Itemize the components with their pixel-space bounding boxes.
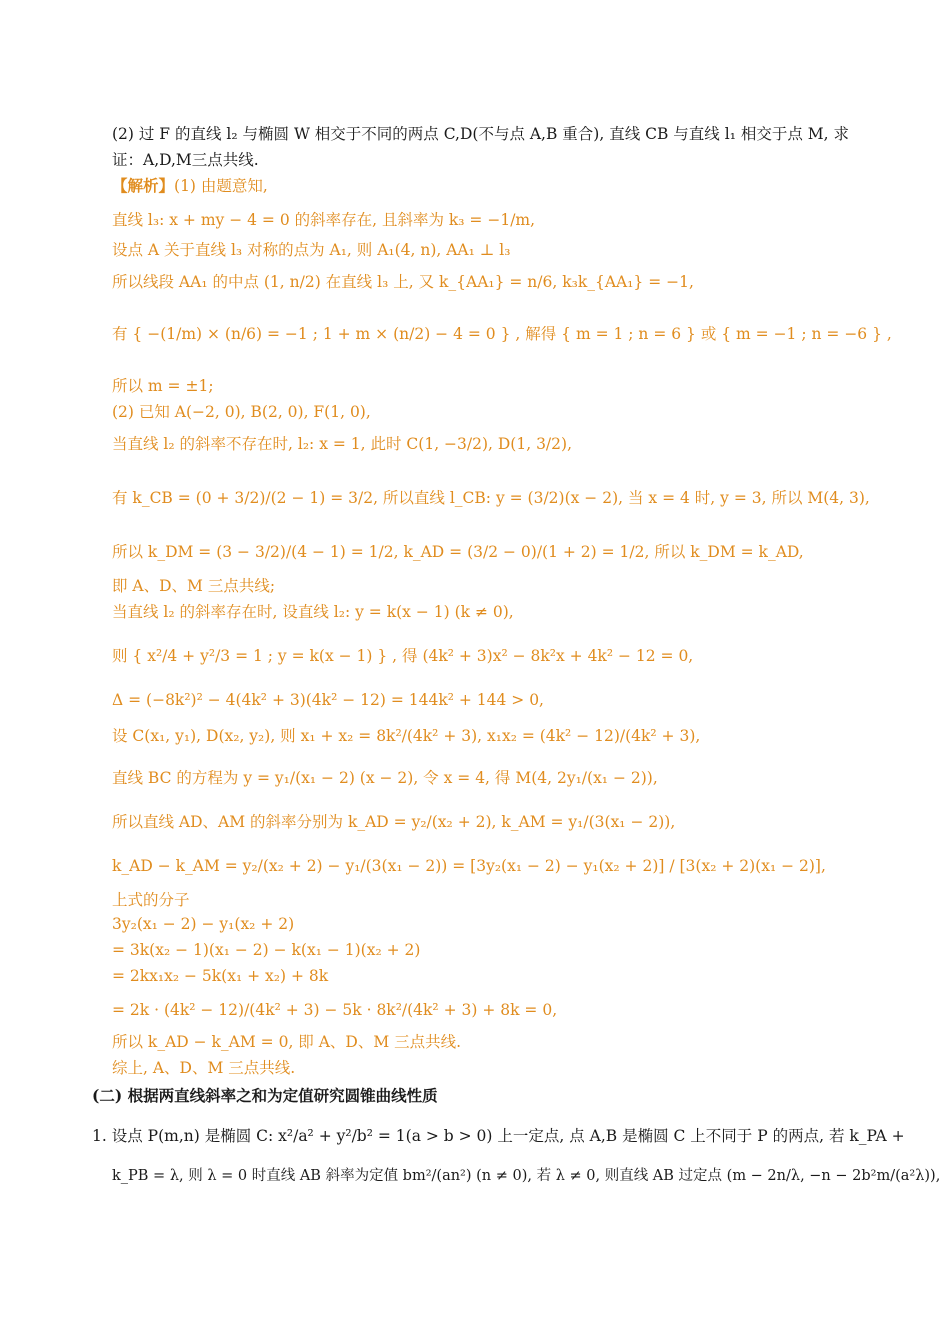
solution-line: 所以 k_AD − k_AM = 0, 即 A、D、M 三点共线. — [112, 1033, 462, 1051]
section-heading: (二) 根据两直线斜率之和为定值研究圆锥曲线性质 — [92, 1086, 438, 1105]
solution-line: = 2kx₁x₂ − 5k(x₁ + x₂) + 8k — [112, 967, 329, 985]
solution-line: 则 { x²/4 + y²/3 = 1 ; y = k(x − 1) } , 得 (4k² + 3)x² − 8k²x + 4k² − 12 = 0, — [112, 647, 694, 665]
solution-label: 【解析】 — [112, 176, 175, 195]
solution-line: 设点 A 关于直线 l₃ 对称的点为 A₁, 则 A₁(4, n), AA₁ ⊥ l₃ — [112, 241, 511, 259]
solution-line: 综上, A、D、M 三点共线. — [112, 1059, 296, 1077]
solution-line: Δ = (−8k²)² − 4(4k² + 3)(4k² − 12) = 144k² + 144 > 0, — [112, 691, 544, 709]
problem1-line2: k_PB = λ, 则 λ = 0 时直线 AB 斜率为定值 bm²/(an²) (n ≠ 0), 若 λ ≠ 0, 则直线 AB 过定点 (m − 2n/λ, −n − 2b²m/(a²λ)), — [112, 1168, 941, 1184]
problem-part2-line1: (2) 过 F 的直线 l₂ 与椭圆 W 相交于不同的两点 C,D(不与点 A,B 重合), 直线 CB 与直线 l₁ 相交于点 M, 求 — [112, 125, 849, 143]
solution-line: 当直线 l₂ 的斜率存在时, 设直线 l₂: y = k(x − 1) (k ≠ 0), — [112, 603, 514, 621]
solution-line-text: (1) 由题意知, — [174, 177, 268, 195]
solution-line — [112, 176, 268, 196]
problem-part2-line2: 证：A,D,M三点共线. — [112, 151, 259, 169]
solution-line: 当直线 l₂ 的斜率不存在时, l₂: x = 1, 此时 C(1, −3/2), D(1, 3/2), — [112, 435, 572, 453]
solution-line: = 3k(x₂ − 1)(x₁ − 2) − k(x₁ − 1)(x₂ + 2) — [112, 941, 421, 959]
solution-line: 有 k_CB = (0 + 3/2)/(2 − 1) = 3/2, 所以直线 l_CB: y = (3/2)(x − 2), 当 x = 4 时, y = 3, 所以 M(4, 3), — [112, 489, 870, 507]
solution-line: 设 C(x₁, y₁), D(x₂, y₂), 则 x₁ + x₂ = 8k²/(4k² + 3), x₁x₂ = (4k² − 12)/(4k² + 3), — [112, 727, 701, 745]
solution-line: 3y₂(x₁ − 2) − y₁(x₂ + 2) — [112, 915, 295, 933]
solution-line: 直线 l₃: x + my − 4 = 0 的斜率存在, 且斜率为 k₃ = −1/m, — [112, 211, 536, 229]
solution-line: 所以直线 AD、AM 的斜率分别为 k_AD = y₂/(x₂ + 2), k_AM = y₁/(3(x₁ − 2)), — [112, 813, 676, 831]
problem1-line1: 1. 设点 P(m,n) 是椭圆 C: x²/a² + y²/b² = 1(a > b > 0) 上一定点, 点 A,B 是椭圆 C 上不同于 P 的两点, 若 k_PA + — [92, 1127, 905, 1145]
solution-line: k_AD − k_AM = y₂/(x₂ + 2) − y₁/(3(x₁ − 2)) = [3y₂(x₁ − 2) − y₁(x₂ + 2)] / [3(x₂ + 2)(x₁ − 2)], — [112, 857, 826, 875]
solution-line: 所以线段 AA₁ 的中点 (1, n/2) 在直线 l₃ 上, 又 k_{AA₁} = n/6, k₃k_{AA₁} = −1, — [112, 273, 694, 291]
solution-line: 上式的分子 — [112, 891, 190, 909]
solution-line: 所以 k_DM = (3 − 3/2)/(4 − 1) = 1/2, k_AD = (3/2 − 0)/(1 + 2) = 1/2, 所以 k_DM = k_AD, — [112, 543, 804, 561]
solution-line: 所以 m = ±1; — [112, 377, 214, 395]
solution-line: = 2k · (4k² − 12)/(4k² + 3) − 5k · 8k²/(4k² + 3) + 8k = 0, — [112, 1001, 558, 1019]
solution-line: 即 A、D、M 三点共线; — [112, 577, 276, 595]
solution-line: (2) 已知 A(−2, 0), B(2, 0), F(1, 0), — [112, 403, 371, 421]
solution-line: 有 { −(1/m) × (n/6) = −1 ; 1 + m × (n/2) − 4 = 0 } , 解得 { m = 1 ; n = 6 } 或 { m = −1 ; n = −6 } , — [112, 325, 892, 343]
solution-line: 直线 BC 的方程为 y = y₁/(x₁ − 2) (x − 2), 令 x = 4, 得 M(4, 2y₁/(x₁ − 2)), — [112, 769, 658, 787]
